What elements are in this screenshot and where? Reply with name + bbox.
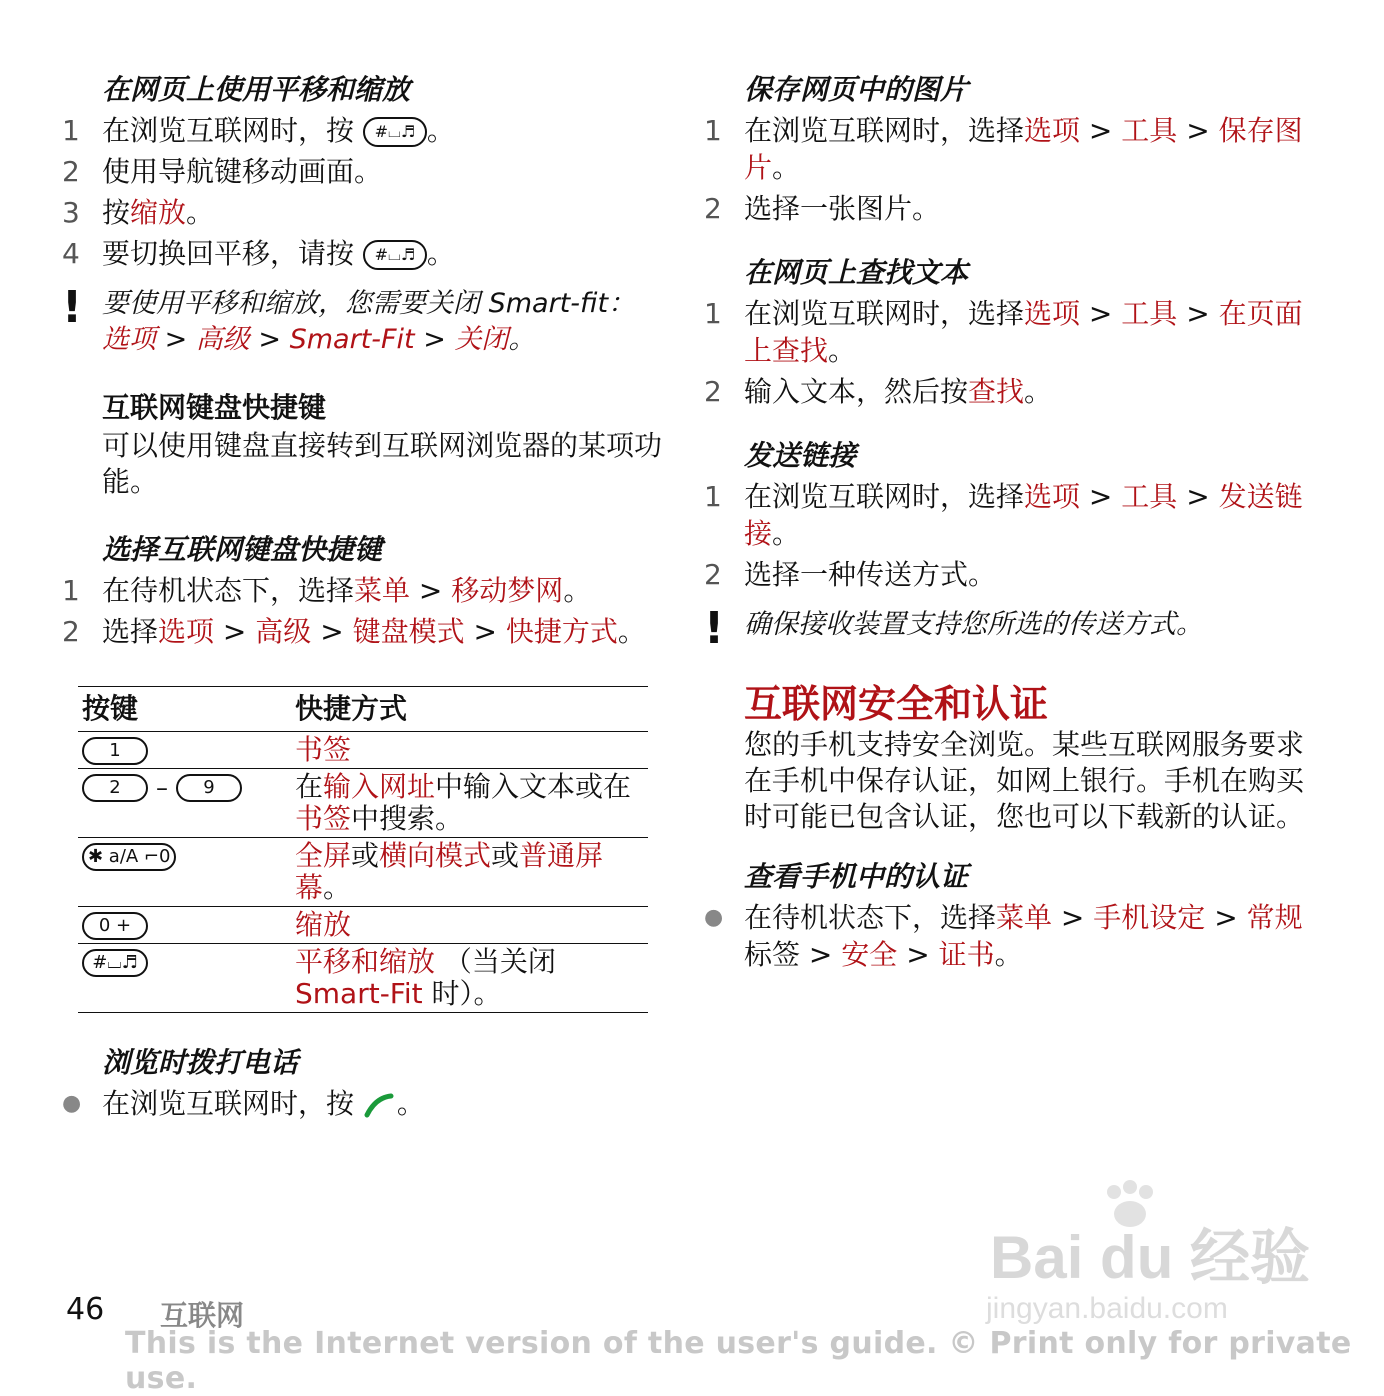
step-number: 2 [704,375,722,408]
chapter-name: 互联网 [160,1299,245,1332]
chapter-heading-security: 互联网安全和认证 [744,682,1049,726]
step-item: 2 使用导航键移动画面。 [62,155,383,188]
note-transfer: ! 确保接收装置支持您所选的传送方式。 [704,603,1203,654]
shortcut-table [78,686,648,1013]
step-item: 1 在浏览互联网时，选择选项 > 工具 > 发送链接。 [704,480,1303,550]
note-smart-fit: ! 要使用平移和缩放，您需要关闭 Smart-fit：选项 > 高级 > Smart-Fit > 关闭。 [62,286,662,358]
bullet-icon: ● [62,1091,82,1116]
step-number: 2 [62,155,80,188]
step-item: 2 选择选项 > 高级 > 键盘模式 > 快捷方式。 [62,615,646,648]
hash-key-icon: #⌴♬ [82,949,148,977]
step-item: 2 选择一张图片。 [704,192,941,225]
section-title-view-certificates: 查看手机中的认证 [744,860,969,893]
left-column [62,70,662,1126]
bullet-item: ● 在待机状态下，选择菜单 > 手机设定 > 常规标签 > 安全 > 证书。 [704,901,1303,971]
section-title-pan-zoom: 在网页上使用平移和缩放 [102,73,411,106]
step-number: 1 [62,574,80,607]
section-title-save-image: 保存网页中的图片 [744,73,969,106]
table-header-shortcut: 快捷方式 [291,687,648,732]
table-row: 2 – 9 在输入网址中输入文本或在书签中搜索。 [78,769,648,838]
step-number: 1 [704,297,722,330]
step-item: 1 在待机状态下，选择菜单 > 移动梦网。 [62,574,592,607]
table-header-key: 按键 [78,687,291,732]
table-row: 1 书签 [78,732,648,769]
security-description: 您的手机支持安全浏览。某些互联网服务要求在手机中保存认证，如网上银行。手机在购买时可能已包含认证，您也可以下载新的认证。 [744,728,1305,833]
warning-icon: ! [62,282,83,333]
step-number: 2 [62,615,80,648]
warning-icon: ! [704,603,725,654]
step-number: 2 [704,192,722,225]
table-row: #⌴♬ 平移和缩放 （当关闭 Smart-Fit 时）。 [78,944,648,1013]
table-row: 0 + 缩放 [78,907,648,944]
step-item: 1 在浏览互联网时，按 #⌴♬ 。 [62,114,455,147]
section-title-shortcuts: 互联网键盘快捷键 [102,391,327,424]
key-9-icon: 9 [176,774,242,802]
step-number: 1 [704,480,722,513]
call-key-icon [363,1091,397,1119]
shortcuts-description: 可以使用键盘直接转到互联网浏览器的某项功能。 [102,429,663,498]
section-title-find-text: 在网页上查找文本 [744,256,969,289]
baidu-watermark [980,1180,1310,1330]
hash-key-icon: #⌴♬ [363,240,427,270]
step-number: 2 [704,558,722,591]
bullet-icon: ● [704,905,724,930]
section-title-call-while-browsing: 浏览时拨打电话 [102,1046,299,1079]
step-item: 2 选择一种传送方式。 [704,558,997,591]
watermark-logo: Bai du 经验 [990,1224,1311,1291]
step-number: 4 [62,237,80,270]
step-item: 2 输入文本，然后按查找。 [704,375,1053,408]
table-header-row [78,687,648,732]
step-number: 1 [62,114,80,147]
page-number: 46 [66,1292,105,1327]
key-2-icon: 2 [82,774,148,802]
table-row: ✱ a/A ⌐0 全屏或横向模式或普通屏幕。 [78,838,648,907]
watermark-url: jingyan.baidu.com [986,1292,1228,1325]
section-title-send-link: 发送链接 [744,439,857,472]
key-0-icon: 0 + [82,912,148,940]
key-1-icon: 1 [82,737,148,765]
step-number: 1 [704,114,722,147]
step-item: 1 在浏览互联网时，选择选项 > 工具 > 在页面上查找。 [704,297,1303,367]
menu-term: 缩放 [130,196,187,229]
section-title-select-shortcuts: 选择互联网键盘快捷键 [102,533,383,566]
footer-notice: This is the Internet version of the user's guide. © Print only for private use. [125,1326,1352,1396]
step-item: 4 要切换回平移，请按 #⌴♬ 。 [62,237,455,270]
bullet-item: ● 在浏览互联网时，按 。 [62,1087,425,1120]
step-item: 3 按缩放。 [62,196,215,229]
right-column [704,70,1324,977]
step-number: 3 [62,196,80,229]
star-key-icon: ✱ a/A ⌐0 [82,843,176,871]
step-item: 1 在浏览互联网时，选择选项 > 工具 > 保存图片。 [704,114,1303,184]
hash-key-icon: #⌴♬ [363,117,427,147]
